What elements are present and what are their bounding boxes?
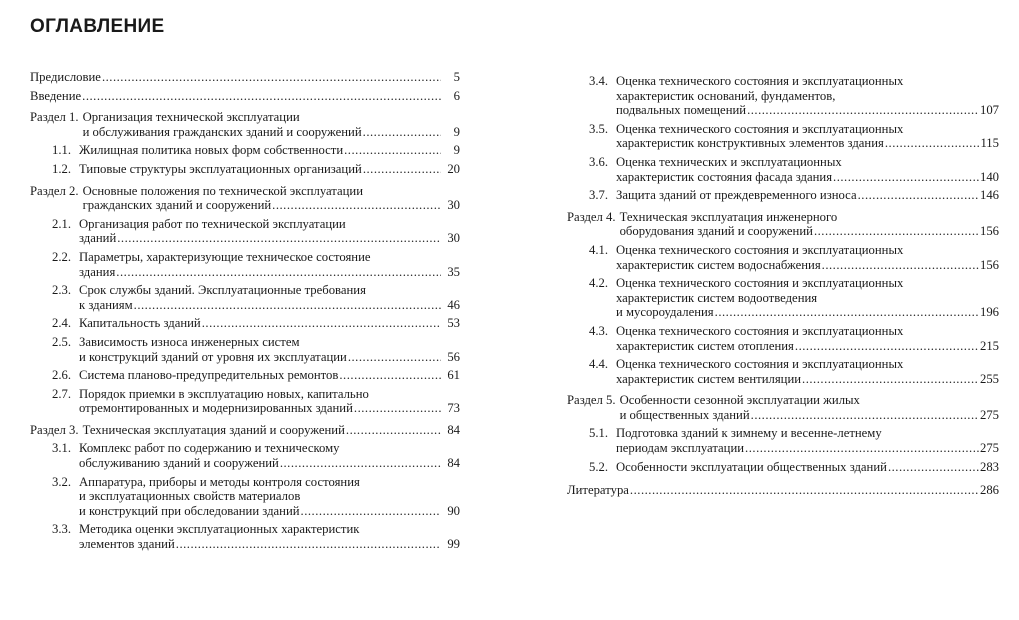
toc-entry-body <box>616 188 999 203</box>
toc-leader-dots <box>715 305 979 320</box>
toc-entry-number: 3.3. <box>52 522 72 537</box>
toc-entry-page-number: 107 <box>979 103 999 118</box>
toc-entry-row <box>30 387 460 416</box>
toc-entry-number: Раздел 1. <box>30 110 79 125</box>
toc-leader-dots <box>751 408 979 423</box>
toc-entry-number: 4.4. <box>589 357 609 372</box>
toc-entry-title-line: Особенности эксплуатации общественных зданий <box>616 459 887 474</box>
toc-entry <box>30 283 460 312</box>
toc-leader-dots <box>102 70 441 85</box>
toc-entry-title-line: Оценка технического состояния и эксплуатационных <box>616 242 904 257</box>
toc-entry-body <box>79 522 460 551</box>
toc-entry-page-number: 9 <box>453 124 460 139</box>
toc-entry-body <box>567 483 999 498</box>
toc-entry-body <box>616 243 999 272</box>
toc-entry <box>567 393 999 422</box>
toc-entry-number: 2.4. <box>52 316 72 331</box>
toc-entry-body <box>79 368 460 383</box>
toc-leader-dots <box>630 483 979 498</box>
toc-entry-page-number: 46 <box>447 297 460 312</box>
toc-entry-last-line <box>79 265 460 280</box>
toc-entry <box>30 441 460 470</box>
toc-entry-number: 2.6. <box>52 368 72 383</box>
toc-leader-dots <box>363 162 441 177</box>
toc-entry-row <box>30 143 460 158</box>
toc-entry-last-line <box>616 103 999 118</box>
toc-entry <box>567 122 999 151</box>
toc-entry-row <box>30 423 460 438</box>
toc-entry <box>30 184 460 213</box>
toc-entry-body <box>616 74 999 118</box>
toc-entry-title-line: Введение <box>30 88 82 103</box>
toc-entry-last-line <box>79 537 460 552</box>
toc-entry-title-line: характеристик состояния фасада здания <box>616 169 833 184</box>
toc-leader-dots <box>117 231 441 246</box>
toc-entry-title-line: Методика оценки эксплуатационных характеристик <box>79 522 360 537</box>
toc-entry <box>30 217 460 246</box>
toc-entry-page-number: 35 <box>447 264 460 279</box>
toc-entry <box>30 387 460 416</box>
toc-leader-dots <box>354 401 441 416</box>
toc-leader-dots <box>202 316 441 331</box>
toc-entry <box>567 483 999 498</box>
toc-entry-title-line: Оценка технического состояния и эксплуатационных <box>616 276 904 291</box>
toc-leader-dots <box>272 198 441 213</box>
toc-entry-last-line <box>79 298 460 313</box>
toc-entry-page-number: 30 <box>447 198 460 213</box>
toc-entry <box>30 423 460 438</box>
toc-entry-body <box>616 357 999 386</box>
toc-entry-row <box>30 283 460 312</box>
toc-entry <box>30 162 460 177</box>
toc-leader-dots <box>747 103 979 118</box>
toc-entry-row <box>567 74 999 118</box>
toc-entry-title-line: характеристик систем вентиляции <box>616 371 802 386</box>
toc-entry-body <box>79 475 460 519</box>
toc-entry-title-line: Подготовка зданий к зимнему и весенне-летнему <box>616 426 882 441</box>
toc-entry-title-line: Зависимость износа инженерных систем <box>79 334 300 349</box>
toc-entry-number: 1.2. <box>52 161 72 176</box>
toc-entry-title-line: Организация работ по технической эксплуатации <box>79 216 346 231</box>
toc-entry-body <box>616 122 999 151</box>
toc-entry-body <box>616 276 999 320</box>
toc-entry-page-number: 73 <box>447 401 460 416</box>
toc-leader-dots <box>339 368 441 383</box>
toc-entry-title-line: периодам эксплуатации <box>616 441 745 456</box>
toc-leader-dots <box>348 350 441 365</box>
toc-entry-last-line <box>79 162 460 177</box>
toc-entry-body <box>620 393 999 422</box>
page-heading: ОГЛАВЛЕНИЕ <box>30 16 165 37</box>
toc-entry <box>567 276 999 320</box>
toc-leader-dots <box>822 258 979 273</box>
toc-entry-last-line <box>79 143 460 158</box>
toc-entry-title-line: Основные положения по технической эксплуатации <box>82 183 364 198</box>
toc-entry <box>567 155 999 184</box>
toc-entry-row <box>567 122 999 151</box>
toc-entry-body <box>79 283 460 312</box>
toc-entry-row <box>30 316 460 331</box>
toc-entry-title-line: характеристик систем отопления <box>616 338 794 353</box>
toc-entry-body <box>83 423 460 438</box>
toc-entry-title-line: Особенности сезонной эксплуатации жилых <box>619 393 860 408</box>
toc-entry-body <box>79 316 460 331</box>
toc-entry-number: 2.5. <box>52 334 72 349</box>
toc-leader-dots <box>280 456 441 471</box>
toc-entry-page-number: 20 <box>447 161 460 176</box>
toc-entry-body <box>620 210 999 239</box>
toc-leader-dots <box>301 504 441 519</box>
toc-entry-page-number: 283 <box>979 459 999 474</box>
toc-entry-last-line <box>620 408 999 423</box>
toc-entry-page-number: 146 <box>979 188 999 203</box>
toc-entry-body <box>79 162 460 177</box>
toc-entry-title-line: Техническая эксплуатация инженерного <box>619 209 838 224</box>
toc-entry <box>567 243 999 272</box>
toc-entry-title-line: оборудования зданий и сооружений <box>619 224 813 239</box>
toc-entry-body <box>30 70 460 85</box>
toc-entry-body <box>79 143 460 158</box>
toc-entry-last-line <box>83 198 460 213</box>
toc-leader-dots <box>795 339 979 354</box>
toc-entry-page-number: 196 <box>979 305 999 320</box>
toc-entry-last-line <box>79 368 460 383</box>
toc-entry-title-line: отремонтированных и модернизированных зданий <box>79 401 353 416</box>
toc-entry-number: 5.2. <box>589 459 609 474</box>
toc-entry-page-number: 275 <box>979 407 999 422</box>
toc-entry-number: 2.3. <box>52 283 72 298</box>
toc-entry-page-number: 156 <box>979 224 999 239</box>
toc-entry-row <box>30 522 460 551</box>
toc-entry-page-number: 115 <box>980 136 999 151</box>
toc-entry-page-number: 90 <box>447 503 460 518</box>
toc-entry-last-line <box>616 170 999 185</box>
toc-entry-row <box>567 483 999 498</box>
toc-entry-last-line <box>83 423 460 438</box>
toc-entry-title-line: и мусороудаления <box>616 305 714 320</box>
toc-entry-row <box>567 243 999 272</box>
toc-entry-body <box>79 217 460 246</box>
toc-entry-number: 5.1. <box>589 426 609 441</box>
toc-entry-body <box>83 110 460 139</box>
toc-entry-title-line: Типовые структуры эксплуатационных организаций <box>79 161 362 176</box>
toc-entry-row <box>567 460 999 475</box>
toc-entry-last-line <box>79 456 460 471</box>
toc-entry-title-line: Срок службы зданий. Эксплуатационные требования <box>79 283 366 298</box>
toc-left-column <box>30 70 460 552</box>
toc-entry-row <box>30 441 460 470</box>
toc-entry-number: Раздел 5. <box>567 393 616 408</box>
toc-entry-title-line: Оценка технического состояния и эксплуатационных <box>616 74 904 88</box>
toc-entry-number: Раздел 2. <box>30 183 79 198</box>
toc-leader-dots <box>82 89 441 104</box>
toc-entry-last-line <box>616 339 999 354</box>
toc-leader-dots <box>802 372 979 387</box>
toc-entry-number: 2.1. <box>52 216 72 231</box>
toc-entry-number: 3.2. <box>52 474 72 489</box>
toc-entry-row <box>567 393 999 422</box>
toc-entry <box>30 522 460 551</box>
toc-entry-body <box>616 155 999 184</box>
toc-entry-row <box>30 70 460 85</box>
toc-entry-last-line <box>616 305 999 320</box>
toc-entry-number: 3.5. <box>589 121 609 136</box>
toc-entry <box>30 70 460 85</box>
toc-entry-page-number: 9 <box>453 143 460 158</box>
toc-entry-page-number: 140 <box>979 169 999 184</box>
toc-entry-title-line: характеристик систем водоотведения <box>616 290 818 305</box>
toc-entry-row <box>30 368 460 383</box>
toc-entry-row <box>30 162 460 177</box>
toc-entry-number: 2.2. <box>52 249 72 264</box>
toc-entry <box>30 89 460 104</box>
toc-leader-dots <box>116 265 441 280</box>
toc-entry-title-line: Комплекс работ по содержанию и техническому <box>79 441 340 456</box>
toc-entry <box>567 426 999 455</box>
toc-entry <box>567 324 999 353</box>
toc-entry-row <box>567 426 999 455</box>
toc-entry <box>30 368 460 383</box>
toc-entry-row <box>567 357 999 386</box>
toc-entry-page-number: 255 <box>979 371 999 386</box>
toc-entry-row <box>567 188 999 203</box>
toc-entry-row <box>30 217 460 246</box>
toc-entry-title-line: подвальных помещений <box>616 103 747 118</box>
toc-entry-body <box>83 184 460 213</box>
toc-entry-title-line: Оценка технического состояния и эксплуатационных <box>616 121 904 136</box>
toc-entry-title-line: Организация технической эксплуатации <box>82 110 300 125</box>
toc-entry-title-line: и эксплуатационных свойств материалов <box>79 489 301 504</box>
toc-entry-body <box>616 426 999 455</box>
toc-entry-page-number: 56 <box>447 349 460 364</box>
toc-leader-dots <box>346 423 441 438</box>
toc-entry <box>30 143 460 158</box>
toc-entry-page-number: 84 <box>447 422 460 437</box>
toc-entry <box>30 250 460 279</box>
toc-entry-title-line: элементов зданий <box>79 537 175 552</box>
toc-entry-title-line: и конструкций при обследовании зданий <box>79 503 300 518</box>
toc-entry-title-line: Система планово-предупредительных ремонтов <box>79 368 339 383</box>
toc-leader-dots <box>176 537 441 552</box>
toc-entry <box>30 110 460 139</box>
toc-leader-dots <box>363 125 441 140</box>
toc-leader-dots <box>833 170 979 185</box>
toc-entry-row <box>30 89 460 104</box>
toc-entry-title-line: Литература <box>567 483 629 498</box>
toc-entry-last-line <box>567 483 999 498</box>
toc-entry-title-line: здания <box>79 264 116 279</box>
toc-entry-row <box>567 276 999 320</box>
toc-entry-title-line: и обслуживания гражданских зданий и сооружений <box>82 124 362 139</box>
toc-entry-title-line: обслуживанию зданий и сооружений <box>79 456 279 471</box>
toc-entry-title-line: Оценка технического состояния и эксплуатационных <box>616 323 904 338</box>
toc-entry-number: 4.2. <box>589 276 609 291</box>
toc-leader-dots <box>814 224 979 239</box>
toc-entry-last-line <box>616 460 999 475</box>
toc-entry-title-line: Оценка технических и эксплуатационных <box>616 154 842 169</box>
toc-entry-last-line <box>30 89 460 104</box>
toc-entry-number: Раздел 4. <box>567 209 616 224</box>
toc-entry <box>30 316 460 331</box>
toc-entry-title-line: Защита зданий от преждевременного износа <box>616 188 857 203</box>
toc-entry-row <box>567 155 999 184</box>
toc-entry-title-line: Порядок приемки в эксплуатацию новых, капитально <box>79 386 369 401</box>
toc-entry-page-number: 215 <box>979 338 999 353</box>
toc-entry-title-line: Параметры, характеризующие техническое состояние <box>79 249 371 264</box>
toc-entry <box>30 335 460 364</box>
toc-entry-title-line: Предисловие <box>30 70 101 84</box>
toc-entry-last-line <box>616 372 999 387</box>
toc-entry-number: Раздел 3. <box>30 422 79 437</box>
toc-entry-body <box>79 335 460 364</box>
toc-entry-last-line <box>79 504 460 519</box>
toc-entry-page-number: 275 <box>979 441 999 456</box>
toc-entry <box>567 460 999 475</box>
toc-leader-dots <box>134 298 441 313</box>
toc-entry-row <box>30 250 460 279</box>
toc-entry-body <box>30 89 460 104</box>
toc-leader-dots <box>344 143 441 158</box>
toc-entry-title-line: Оценка технического состояния и эксплуатационных <box>616 357 904 372</box>
toc-entry-title-line: зданий <box>79 231 117 246</box>
toc-entry-last-line <box>79 316 460 331</box>
toc-leader-dots <box>888 460 979 475</box>
toc-entry-last-line <box>83 125 460 140</box>
toc-entry <box>30 475 460 519</box>
toc-entry-number: 3.7. <box>589 188 609 203</box>
toc-entry-last-line <box>79 401 460 416</box>
toc-leader-dots <box>885 136 980 151</box>
toc-entry-page-number: 61 <box>447 368 460 383</box>
toc-entry-last-line <box>79 350 460 365</box>
toc-entry-body <box>616 460 999 475</box>
toc-entry-row <box>567 324 999 353</box>
toc-entry-number: 3.4. <box>589 74 609 88</box>
toc-entry-last-line <box>620 224 999 239</box>
toc-entry <box>567 210 999 239</box>
toc-entry-title-line: и общественных зданий <box>619 407 750 422</box>
toc-entry-number: 3.6. <box>589 154 609 169</box>
toc-entry-number: 4.1. <box>589 242 609 257</box>
toc-entry-body <box>79 250 460 279</box>
toc-entry-number: 3.1. <box>52 441 72 456</box>
toc-entry-number: 1.1. <box>52 143 72 158</box>
toc-entry-body <box>79 387 460 416</box>
toc-entry-page-number: 286 <box>979 483 999 498</box>
toc-entry-row <box>30 335 460 364</box>
toc-entry-title-line: к зданиям <box>79 297 133 312</box>
toc-entry-row <box>30 475 460 519</box>
toc-entry-row <box>30 110 460 139</box>
toc-entry-page-number: 30 <box>447 231 460 246</box>
toc-entry <box>567 188 999 203</box>
toc-entry-row <box>567 210 999 239</box>
toc-entry-page-number: 156 <box>979 257 999 272</box>
toc-entry-title-line: Капитальность зданий <box>79 316 201 331</box>
toc-entry-number: 4.3. <box>589 323 609 338</box>
toc-entry-title-line: и конструкций зданий от уровня их эксплуатации <box>79 349 347 364</box>
toc-entry-title-line: характеристик конструктивных элементов здания <box>616 136 884 151</box>
toc-entry-page-number: 53 <box>447 316 460 331</box>
toc-entry-page-number: 84 <box>447 456 460 471</box>
toc-entry-row <box>30 184 460 213</box>
toc-entry-number: 2.7. <box>52 386 72 401</box>
toc-entry-page-number: 99 <box>447 537 460 552</box>
toc-right-column <box>567 70 999 498</box>
toc-entry <box>567 74 999 118</box>
toc-entry <box>567 357 999 386</box>
toc-leader-dots <box>745 441 979 456</box>
toc-entry-title-line: характеристик систем водоснабжения <box>616 257 821 272</box>
toc-entry-body <box>79 441 460 470</box>
toc-entry-title-line: Техническая эксплуатация зданий и сооружений <box>82 422 345 437</box>
toc-entry-page-number: 6 <box>453 88 460 103</box>
toc-entry-title-line: характеристик оснований, фундаментов, <box>616 88 836 103</box>
toc-leader-dots <box>858 188 979 203</box>
toc-entry-title-line: гражданских зданий и сооружений <box>82 198 272 213</box>
toc-entry-last-line <box>616 188 999 203</box>
toc-entry-title-line: Аппаратура, приборы и методы контроля состояния <box>79 474 360 489</box>
toc-entry-last-line <box>616 136 999 151</box>
toc-entry-last-line <box>616 258 999 273</box>
toc-entry-page-number: 5 <box>453 70 460 84</box>
toc-entry-body <box>616 324 999 353</box>
toc-entry-last-line <box>616 441 999 456</box>
toc-entry-title-line: Жилищная политика новых форм собственности <box>79 143 344 158</box>
toc-entry-last-line <box>30 70 460 85</box>
toc-entry-last-line <box>79 231 460 246</box>
